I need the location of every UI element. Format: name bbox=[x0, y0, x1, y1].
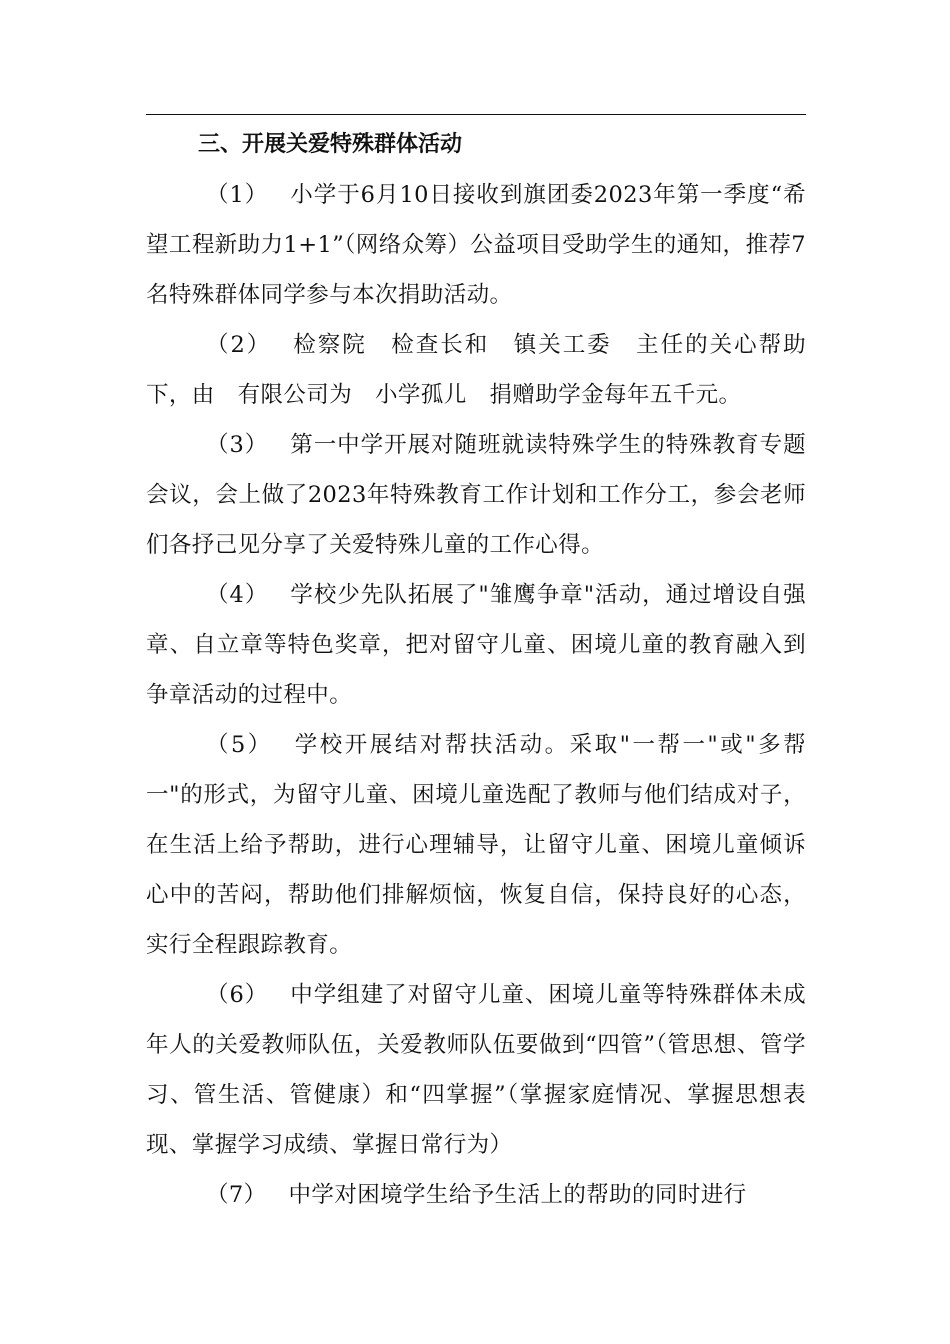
paragraph-text: 学校开展结对帮扶活动。采取"一帮一"或"多帮一"的形式，为留守儿童、困境儿童选配了教师与他们结成对子，在生活上给予帮助，进行心理辅导，让留守儿童、困境儿童倾诉心中的苦闷，帮助他们排解烦恼，恢复自信，保持良好的心态，实行全程跟踪教育。 bbox=[146, 732, 806, 958]
paragraph-2 bbox=[146, 320, 806, 420]
paragraph-number: （1） bbox=[206, 182, 269, 208]
paragraph-3 bbox=[146, 420, 806, 570]
paragraph-4 bbox=[146, 570, 806, 720]
paragraph-text: 第一中学开展对随班就读特殊学生的特殊教育专题会议，会上做了2023年特殊教育工作计划和工作分工，参会老师们各抒己见分享了关爱特殊儿童的工作心得。 bbox=[146, 432, 806, 558]
paragraph-5 bbox=[146, 720, 806, 970]
header-rule bbox=[146, 114, 806, 115]
paragraph-number: （2） bbox=[206, 332, 272, 358]
paragraph-7 bbox=[146, 1170, 806, 1220]
paragraph-number: （5） bbox=[206, 732, 273, 758]
paragraph-number: （6） bbox=[206, 982, 269, 1008]
paragraph-text: 检察院 检查长和 镇关工委 主任的关心帮助下，由 有限公司为 小学孤儿 捐赠助学金每年五千元。 bbox=[146, 332, 807, 408]
paragraph-text: 中学对困境学生给予生活上的帮助的同时进行 bbox=[288, 1182, 747, 1208]
paragraph-text: 学校少先队拓展了"雏鹰争章"活动，通过增设自强章、自立章等特色奖章，把对留守儿童、困境儿童的教育融入到争章活动的过程中。 bbox=[146, 582, 806, 708]
paragraph-6 bbox=[146, 970, 806, 1170]
paragraph-text: 小学于6月10日接收到旗团委2023年第一季度“希望工程新助力1+1”（网络众筹）公益项目受助学生的通知，推荐7名特殊群体同学参与本次捐助活动。 bbox=[146, 182, 806, 308]
paragraph-1 bbox=[146, 170, 806, 320]
paragraph-number: （3） bbox=[206, 432, 269, 458]
paragraph-number: （7） bbox=[206, 1182, 267, 1208]
paragraph-text: 中学组建了对留守儿童、困境儿童等特殊群体未成年人的关爱教师队伍，关爱教师队伍要做到“四管”（管思想、管学习、管生活、管健康）和“四掌握”（掌握家庭情况、掌握思想表现、掌握学习成绩、掌握日常行为） bbox=[146, 982, 806, 1158]
section-heading: 三、开展关爱特殊群体活动 bbox=[198, 132, 463, 157]
document-body bbox=[146, 120, 806, 1220]
paragraph-number: （4） bbox=[206, 582, 269, 608]
